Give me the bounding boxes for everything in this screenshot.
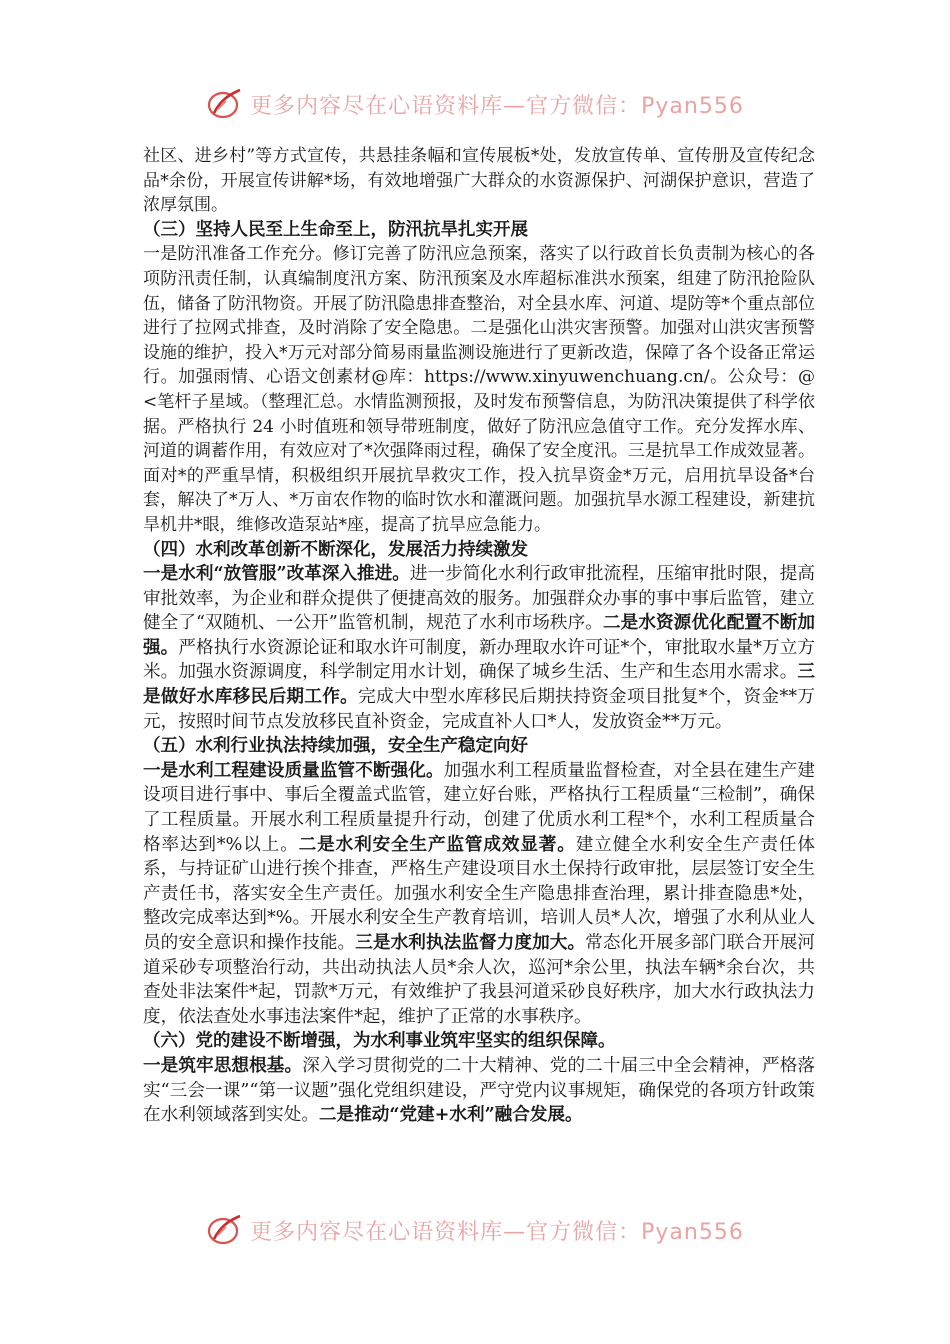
banner-text: 更多内容尽在心语资料库—官方微信：Pyan556 (250, 93, 744, 119)
banner-text: 更多内容尽在心语资料库—官方微信：Pyan556 (250, 1219, 744, 1245)
section-5-point-3-text: 常态化开展多部门联合开展河道采砂专项整治行动，共出动执法人员*余人次，巡河*余公里，执法车辆*余台次，共查处非法案件*起，罚款*万元，有效维护了我县河道采砂良好秩序，加大水行政执法力度，依法查处水事违法案件*起，维护了正常的水事秩序。 (143, 933, 815, 1027)
section-4-point-3-title: 三是做好水库移民后期工作。 (143, 661, 815, 708)
section-4-body (143, 562, 815, 734)
section-4-point-2-text: 严格执行水资源论证和取水许可制度，新办理取水许可证*个，审批取水量*万立方米。加强水资源调度，科学制定用水计划，确保了城乡生活、生产和生态用水需求。 (143, 637, 815, 683)
section-4-point-2-title: 二是水资源优化配置不断加强。 (143, 612, 815, 658)
section-6-heading: （六）党的建设不断增强，为水利事业筑牢坚实的组织保障。 (143, 1031, 616, 1052)
pen-swirl-logo-icon (206, 87, 244, 121)
section-4-point-1-title: 一是水利“放管服”改革深入推进。 (143, 563, 410, 585)
document-body (143, 144, 815, 1128)
section-4-heading: （四）水利改革创新不断深化，发展活力持续激发 (143, 539, 528, 560)
section-6-body (143, 1054, 815, 1128)
pen-swirl-logo-icon (206, 1213, 244, 1247)
section-4-point-3-text: 完成大中型水库移民后期扶持资金项目批复*个，资金**万元，按照时间节点发放移民直补资金，完成直补人口*人，发放资金**万元。 (143, 687, 815, 732)
section-5-point-2-text: 建立健全水利安全生产责任体系，与持证矿山进行挨个排查，严格生产建设项目水土保持行政审批，层层签订安全生产责任书，落实安全生产责任。加强水利安全生产隐患排查治理，累计排查隐患*处，整改完成率达到*%。开展水利安全生产教育培训，培训人员*人次，增强了水利从业人员的安全意识和操作技能。 (143, 834, 815, 953)
section-5-point-1-text: 加强水利工程质量监督检查，对全县在建生产建设项目进行事中、事后全覆盖式监管，建立好台账，严格执行工程质量“三检制”，确保了工程质量。开展水利工程质量提升行动，创建了优质水利工程*个，水利工程质量合格率达到*%以上。 (143, 760, 815, 855)
section-5-body (143, 759, 815, 1030)
section-3-heading: （三）坚持人民至上生命至上，防汛抗旱扎实开展 (143, 219, 528, 240)
section-6-point-1-title: 一是筑牢思想根基。 (143, 1054, 303, 1076)
section-6-point-1-text: 深入学习贯彻党的二十大精神、党的二十届三中全会精神，严格落实“三会一课”“第一议题”强化党组织建设，严守党内议事规矩，确保党的各项方针政策在水利领域落到实处。 (143, 1055, 815, 1126)
section-5-point-3-title: 三是水利执法监督力度加大。 (355, 932, 586, 953)
footer-banner (0, 1210, 950, 1250)
section-5-point-1-title: 一是水利工程建设质量监管不断强化。 (143, 759, 444, 781)
intro-paragraph: 社区、进乡村”等方式宣传，共悬挂条幅和宣传展板*处，发放宣传单、宣传册及宣传纪念品*余份，开展宣传讲解*场，有效地增强广大群众的水资源保护、河湖保护意识，营造了浓厚氛围。 (143, 146, 815, 216)
section-6-point-2-title: 二是推动“党建+水利”融合发展。 (318, 1104, 583, 1126)
section-4-point-1-text: 进一步简化水利行政审批流程，压缩审批时限，提高审批效率，为企业和群众提供了便捷高效的服务。加强群众办事的事中事后监管，建立健全了“双随机、一公开”监管机制，规范了水利市场秩序。 (143, 564, 815, 634)
section-5-point-2-title: 二是水利安全生产监管成效显著。 (298, 833, 576, 855)
section-5-heading: （五）水利行业执法持续加强，安全生产稳定向好 (143, 736, 528, 757)
header-banner (0, 84, 950, 124)
section-3-body: 一是防汛准备工作充分。修订完善了防汛应急预案，落实了以行政首长负责制为核心的各项防汛责任制，认真编制度汛方案、防汛预案及水库超标准洪水预案，组建了防汛抢险队伍，储备了防汛物资。开展了防汛隐患排查整治，对全县水库、河道、堤防等*个重点部位进行了拉网式排查，及时消除了安全隐患。二是强化山洪灾害预警。加强对山洪灾害预警设施的维护，投入*万元对部分简易雨量监测设施进行了更新改造，保障了各个设备正常运行。加强雨情、心语文创素材@库：https://www.xinyuwenchuang.cn/。公众号：@<笔杆子星域。（整理汇总。水情监测预报，及时发布预警信息，为防汛决策提供了科学依据。严格执行 24 小时值班和领导带班制度，做好了防汛应急值守工作。充分发挥水库、河道的调蓄作用，有效应对了*次强降雨过程，确保了安全度汛。三是抗旱工作成效显著。面对*的严重旱情，积极组织开展抗旱救灾工作，投入抗旱资金*万元，启用抗旱设备*台套，解决了*万人、*万亩农作物的临时饮水和灌溉问题。加强抗旱水源工程建设，新建抗旱机井*眼，维修改造泵站*座，提高了抗旱应急能力。 (143, 244, 815, 535)
